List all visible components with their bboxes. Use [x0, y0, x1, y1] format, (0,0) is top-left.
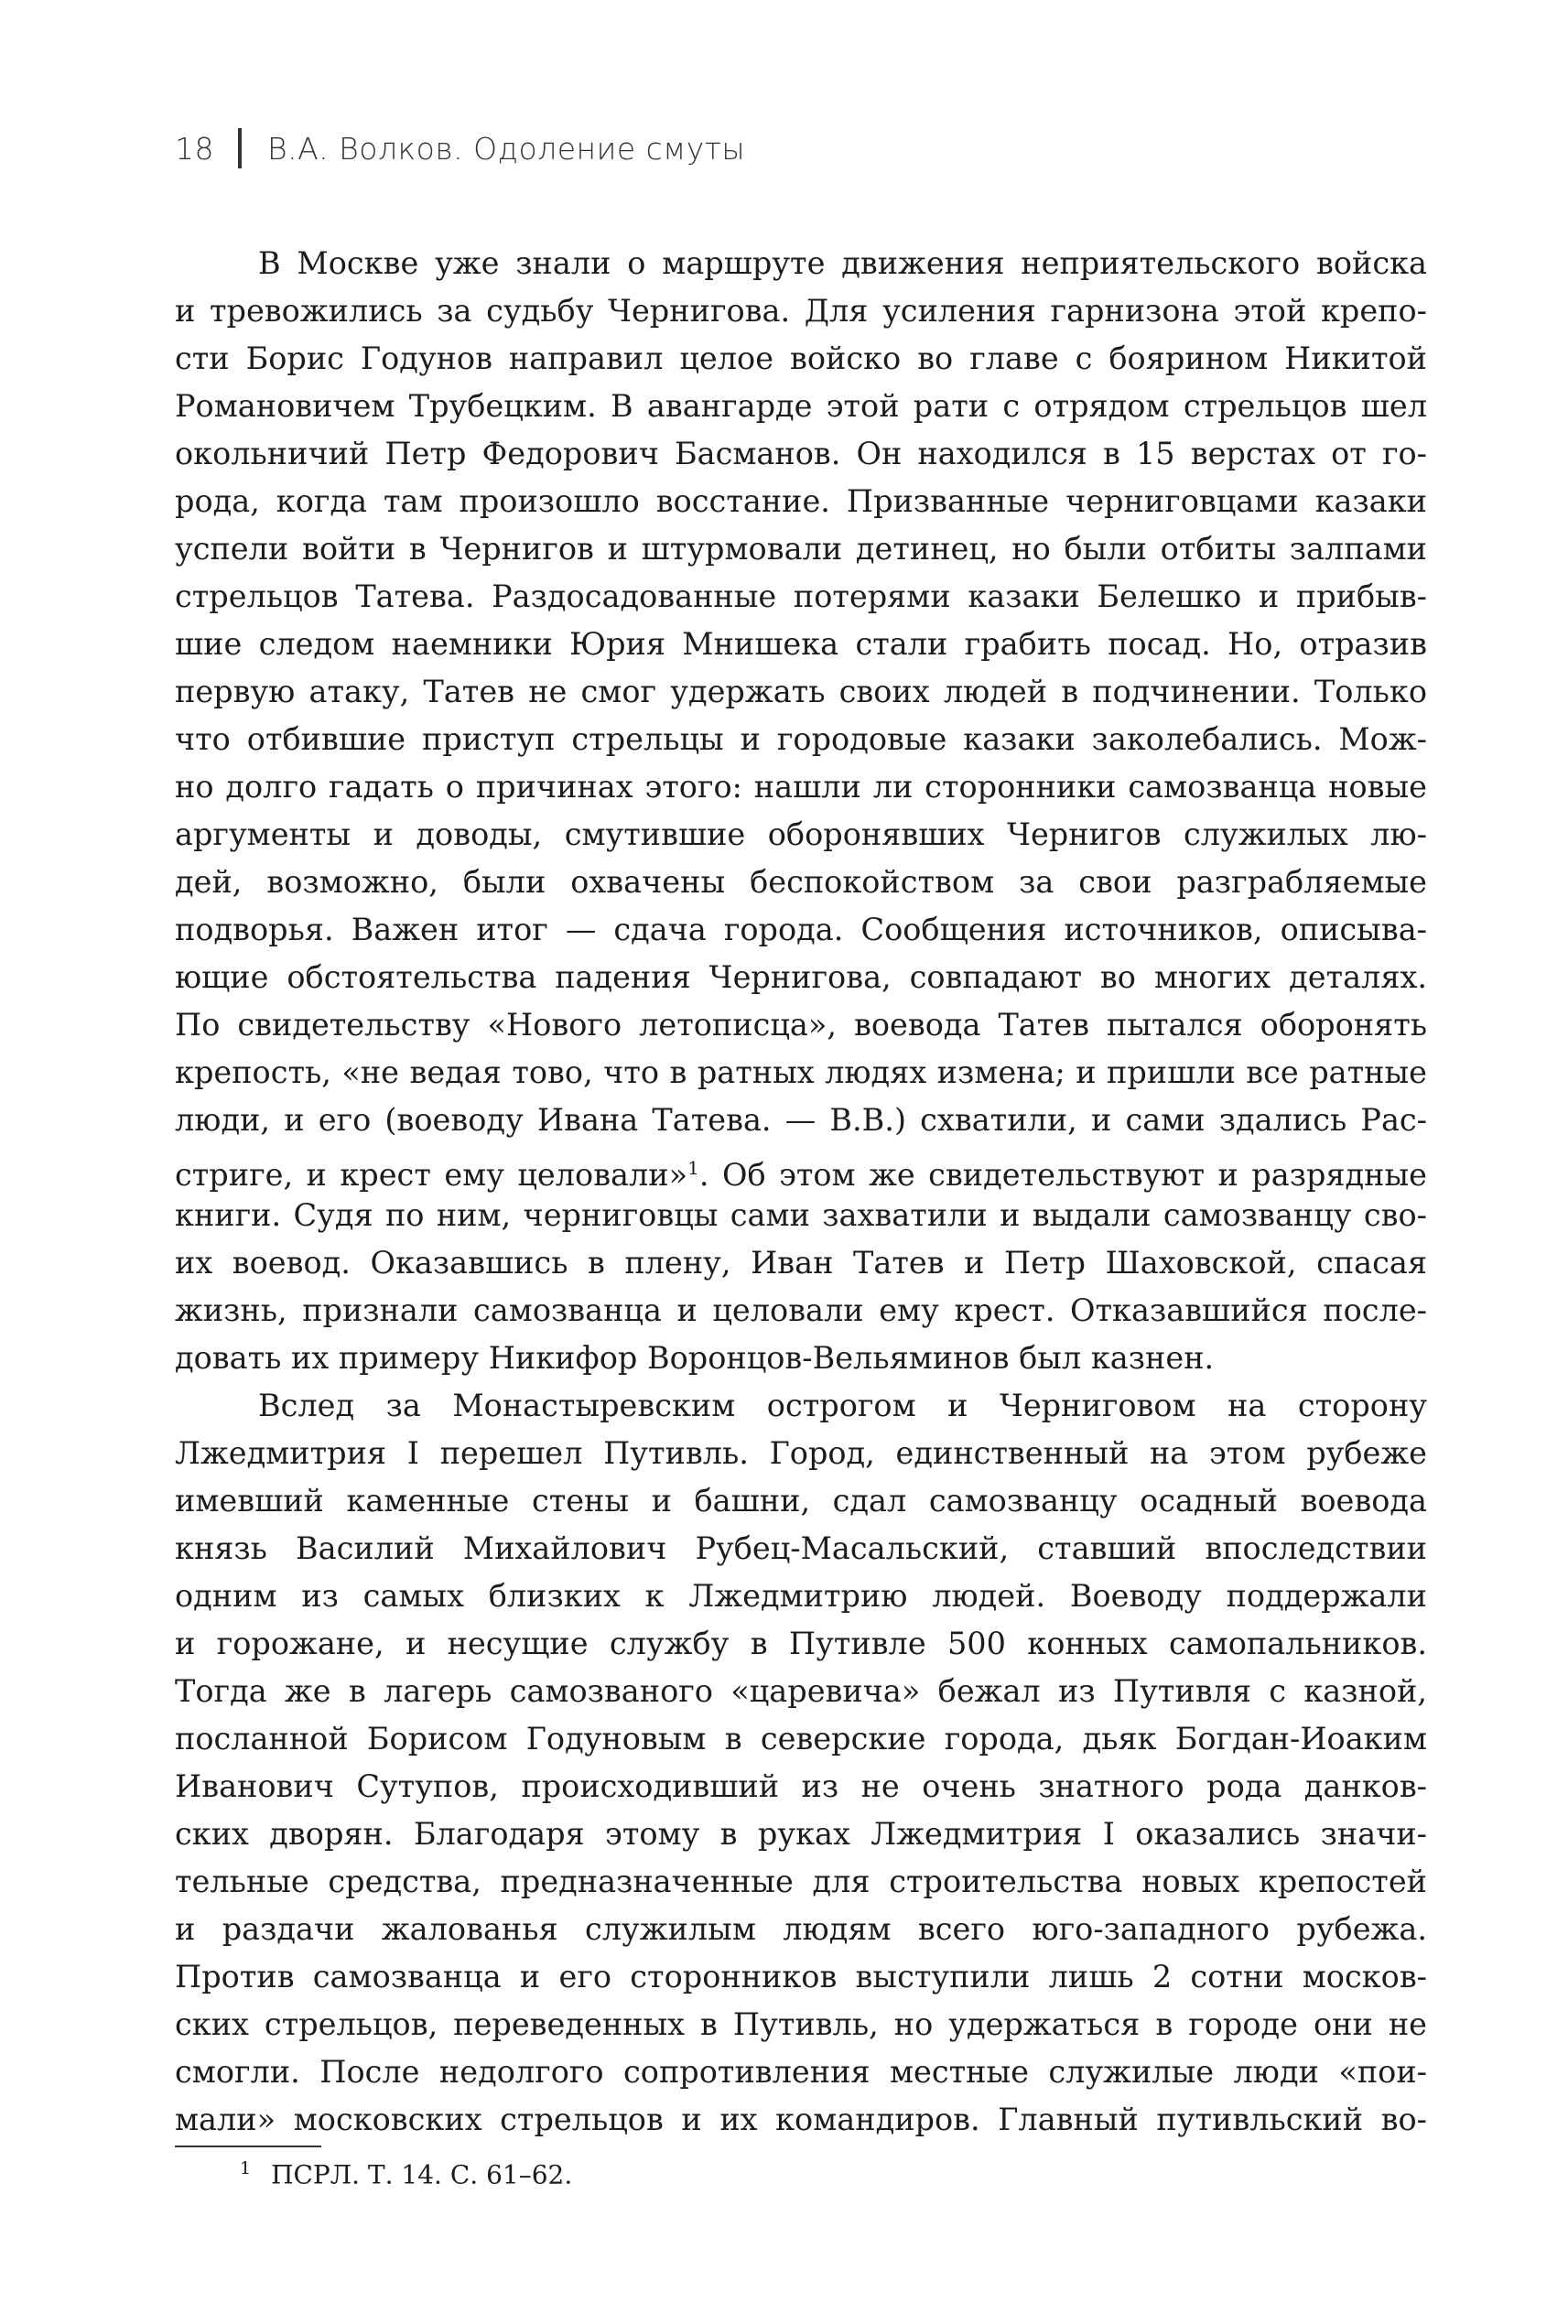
body-line: подворья. Важен итог — сдача города. Сообщения источников, описыва- [175, 912, 1427, 947]
body-line: смогли. После недолгого сопротивления местные служилые люди «пои- [175, 2054, 1427, 2090]
body-line: Тогда же в лагерь самозваного «царевича» бежал из Путивля с казной, [175, 1673, 1427, 1709]
body-line: стрельцов Татева. Раздосадованные потерями казаки Белешко и прибыв- [175, 578, 1427, 614]
body-line: одним из самых близких к Лжедмитрию людей. Воеводу поддержали [175, 1578, 1427, 1614]
body-line: дей, возможно, были охвачены беспокойством за свои разграбляемые [175, 864, 1427, 900]
body-line: крепость, «не ведая тово, что в ратных людях измена; и пришли все ратные [175, 1054, 1427, 1090]
body-line: ских стрельцов, переведенных в Путивль, но удержаться в городе они не [175, 2006, 1427, 2042]
body-line: Вслед за Монастыревским острогом и Черниговом на сторону [258, 1388, 1427, 1423]
page-number: 18 [175, 130, 214, 167]
body-line: князь Василий Михайлович Рубец-Масальский, ставший впоследствии [175, 1530, 1427, 1566]
body-line: Лжедмитрия I перешел Путивль. Город, единственный на этом рубеже [175, 1435, 1427, 1471]
body-line-head: стриге, и крест ему целовали» [175, 1157, 688, 1194]
body-line: и тревожились за судьбу Чернигова. Для усиления гарнизона этой крепо- [175, 293, 1427, 329]
footnote-ref[interactable]: 1 [687, 1157, 699, 1179]
body-line: первую атаку, Татев не смог удержать своих людей в подчинении. Только [175, 674, 1427, 709]
body-line-tail: . Об этом же свидетельствуют и разрядные [698, 1157, 1427, 1194]
body-line: сти Борис Годунов направил целое войско во главе с боярином Никитой [175, 340, 1427, 376]
body-line: имевший каменные стены и башни, сдал самозванцу осадный воевода [175, 1483, 1427, 1519]
body-line: ющие обстоятельства падения Чернигова, совпадают во многих деталях. [175, 959, 1427, 995]
body-text [175, 240, 1427, 2144]
body-line: Иванович Сутупов, происходивший из не очень знатного рода данков- [175, 1768, 1427, 1804]
body-line: и раздачи жалованья служилым людям всего юго-западного рубежа. [175, 1911, 1427, 1947]
body-line: их воевод. Оказавшись в плену, Иван Татев и Петр Шаховской, спасая [175, 1245, 1427, 1281]
footnote-divider [175, 2146, 321, 2147]
body-line: тельные средства, предназначенные для строительства новых крепостей [175, 1864, 1427, 1899]
body-line: но долго гадать о причинах этого: нашли ли сторонники самозванца новые [175, 769, 1427, 805]
body-line: ских дворян. Благодаря этому в руках Лжедмитрия I оказались значи- [175, 1816, 1427, 1852]
body-line: Романовичем Трубецким. В авангарде этой рати с отрядом стрельцов шел [175, 388, 1427, 424]
footnote-text: ПСРЛ. Т. 14. С. 61–62. [271, 2159, 573, 2190]
body-line: книги. Судя по ним, черниговцы сами захватили и выдали самозванцу сво- [175, 1197, 1427, 1233]
footnote [240, 2158, 572, 2189]
body-line: посланной Борисом Годуновым в северские города, дьяк Богдан-Иоаким [175, 1721, 1427, 1757]
footnote-marker: 1 [240, 2158, 252, 2178]
body-line: аргументы и доводы, смутившие оборонявших Чернигов служилых лю- [175, 816, 1427, 852]
body-line: рода, когда там произошло восстание. Призванные черниговцами казаки [175, 483, 1427, 519]
body-line: мали» московских стрельцов и их командиров. Главный путивльский во- [175, 2102, 1427, 2137]
body-line: шие следом наемники Юрия Мнишека стали грабить посад. Но, отразив [175, 626, 1427, 662]
body-line: люди, и его (воеводу Ивана Татева. — В.В.) схватили, и сами здались Рас- [175, 1102, 1427, 1138]
body-line: По свидетельству «Нового летописца», воевода Татев пытался оборонять [175, 1007, 1427, 1043]
body-line: что отбившие приступ стрельцы и городовые казаки заколебались. Мож- [175, 721, 1427, 757]
body-line: В Москве уже знали о маршруте движения неприятельского войска [258, 245, 1427, 281]
header-divider [238, 128, 242, 168]
body-line: успели войти в Чернигов и штурмовали детинец, но были отбиты залпами [175, 531, 1427, 567]
body-line: окольничий Петр Федорович Басманов. Он находился в 15 верстах от го- [175, 436, 1427, 471]
running-title: В.А. Волков. Одоление смуты [267, 130, 746, 167]
body-line: довать их примеру Никифор Воронцов-Вельяминов был казнен. [175, 1340, 1215, 1376]
body-line: жизнь, признали самозванца и целовали ему крест. Отказавшийся после- [175, 1292, 1427, 1328]
body-line: и горожане, и несущие службу в Путивле 500 конных самопальников. [175, 1626, 1427, 1661]
body-line: Против самозванца и его сторонников выступили лишь 2 сотни москов- [175, 1959, 1427, 1994]
body-line-with-footnote-ref [175, 1144, 1427, 1192]
page-header [175, 128, 745, 168]
